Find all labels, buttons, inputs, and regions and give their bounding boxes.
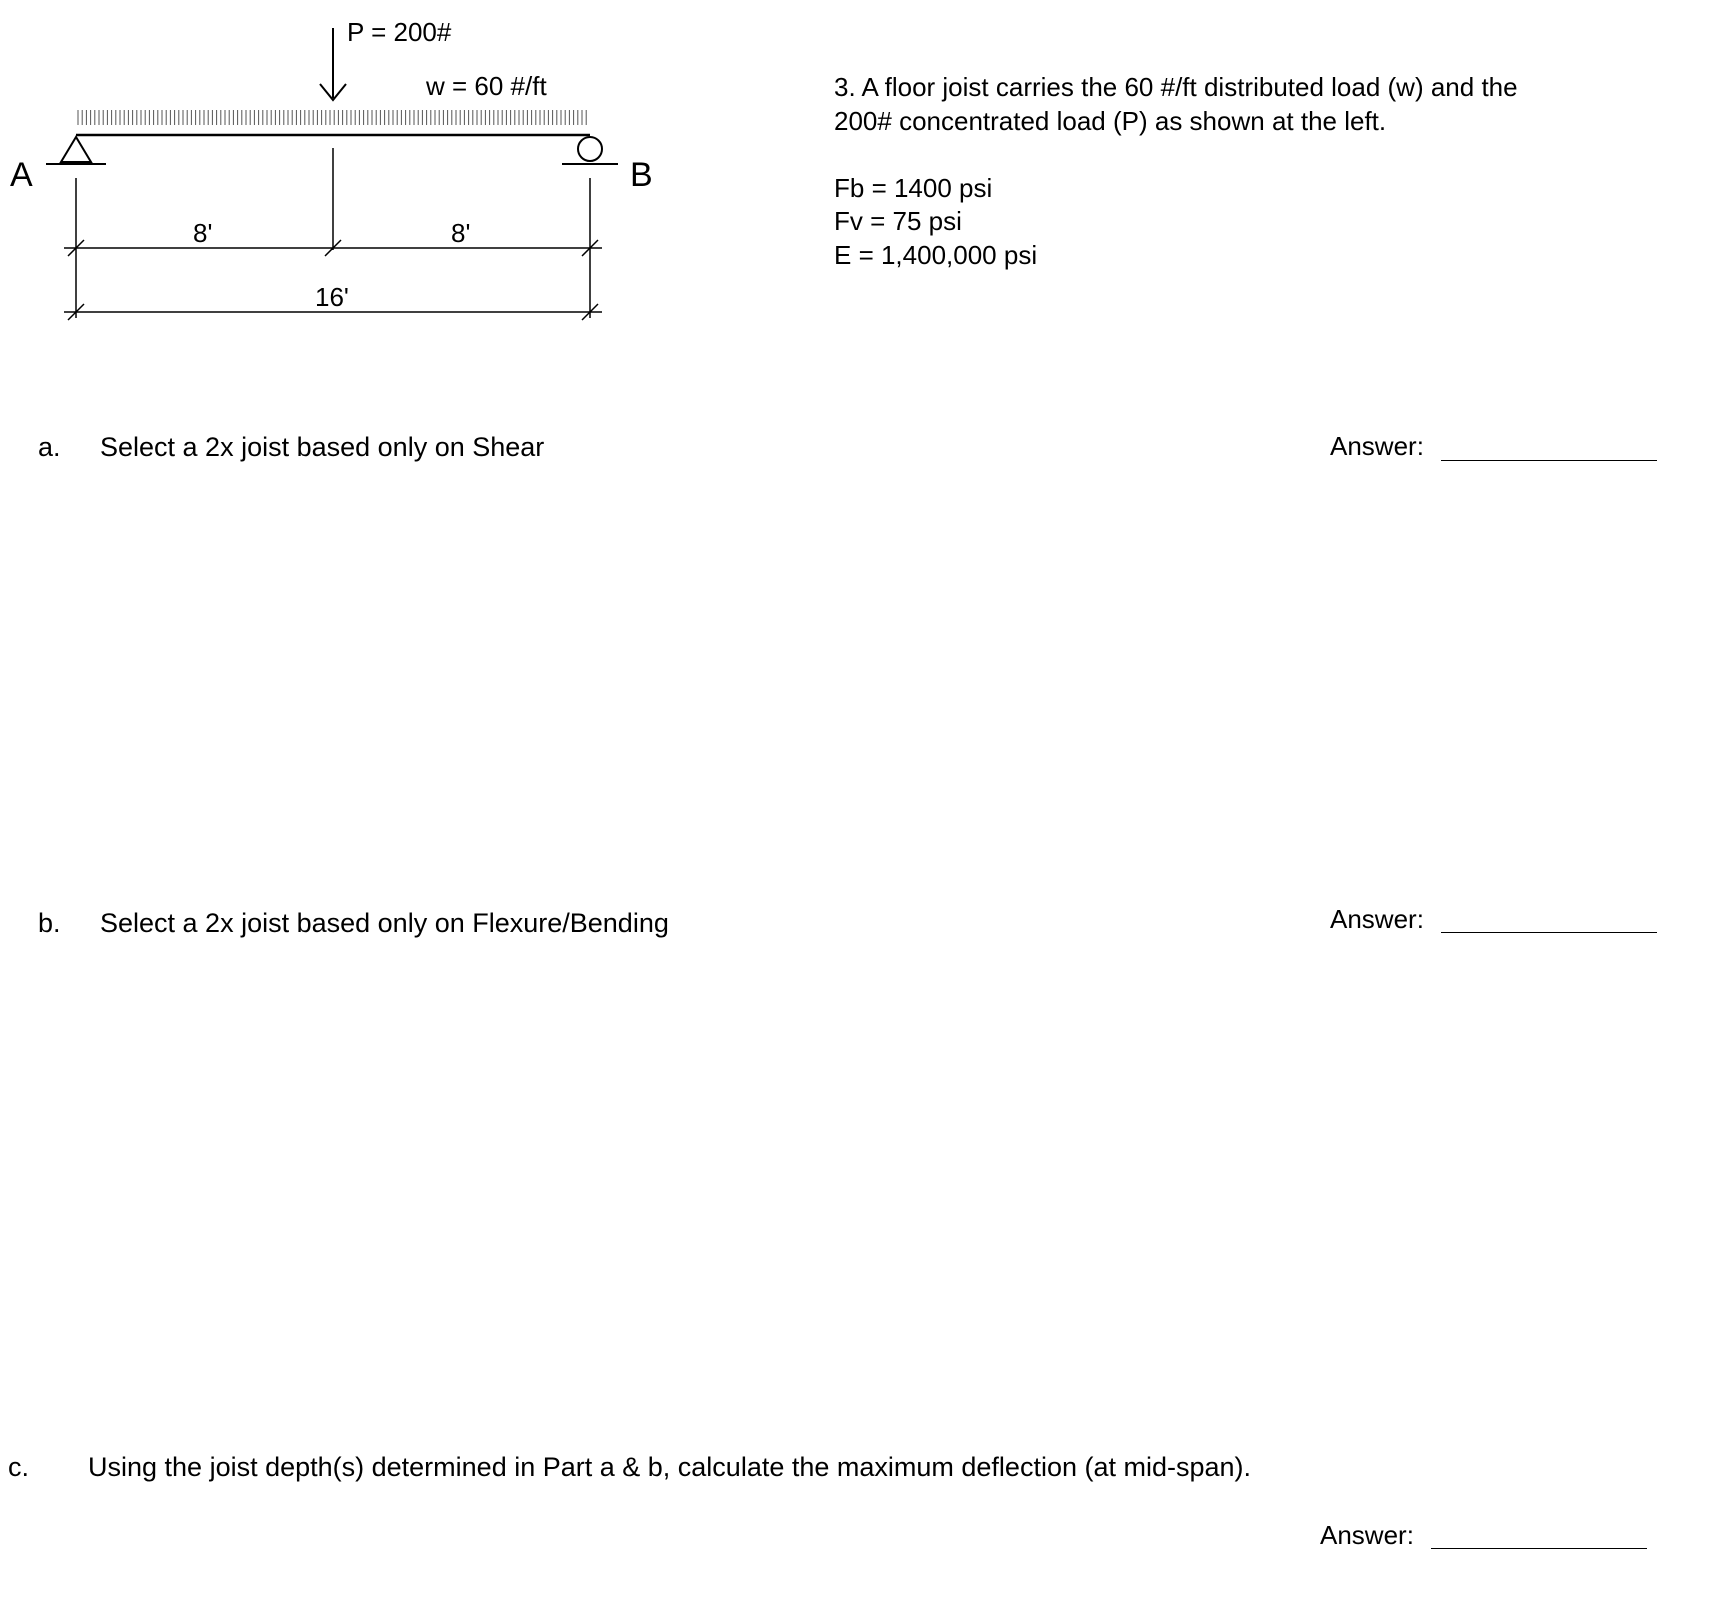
part-c-letter: c.	[8, 1452, 30, 1482]
dimension-total-label: 16'	[315, 282, 349, 312]
part-c-question: Using the joist depth(s) determined in Part a & b, calculate the maximum deflection (at mid-span).	[88, 1452, 1252, 1482]
property-fb: Fb = 1400 psi	[834, 173, 993, 203]
part-a-answer-label: Answer:	[1330, 431, 1424, 461]
part-a-letter: a.	[38, 432, 61, 462]
dimension-right-label: 8'	[451, 218, 471, 248]
beam-diagram	[0, 0, 720, 340]
problem-statement-line-2: 200# concentrated load (P) as shown at the left.	[834, 106, 1387, 136]
property-e: E = 1,400,000 psi	[834, 240, 1038, 270]
part-b-question: Select a 2x joist based only on Flexure/Bending	[100, 908, 669, 938]
support-b-label: B	[630, 156, 653, 194]
property-fv: Fv = 75 psi	[834, 206, 962, 236]
part-a-answer-line[interactable]	[1441, 460, 1657, 461]
dimension-left-label: 8'	[193, 218, 213, 248]
distributed-load-hatch	[78, 110, 586, 125]
part-a-question: Select a 2x joist based only on Shear	[100, 432, 545, 462]
load-w-label: w = 60 #/ft	[426, 71, 547, 101]
part-c-answer-line[interactable]	[1431, 1548, 1647, 1549]
part-b-answer-line[interactable]	[1441, 932, 1657, 933]
part-b-letter: b.	[38, 908, 61, 938]
pin-support-a	[61, 137, 91, 162]
roller-support-b	[578, 137, 602, 161]
part-c-answer-label: Answer:	[1320, 1520, 1414, 1550]
part-b-answer-label: Answer:	[1330, 904, 1424, 934]
support-a-label: A	[10, 156, 33, 194]
load-p-label: P = 200#	[347, 17, 452, 47]
problem-statement-line-1: 3. A floor joist carries the 60 #/ft distributed load (w) and the	[834, 72, 1518, 102]
